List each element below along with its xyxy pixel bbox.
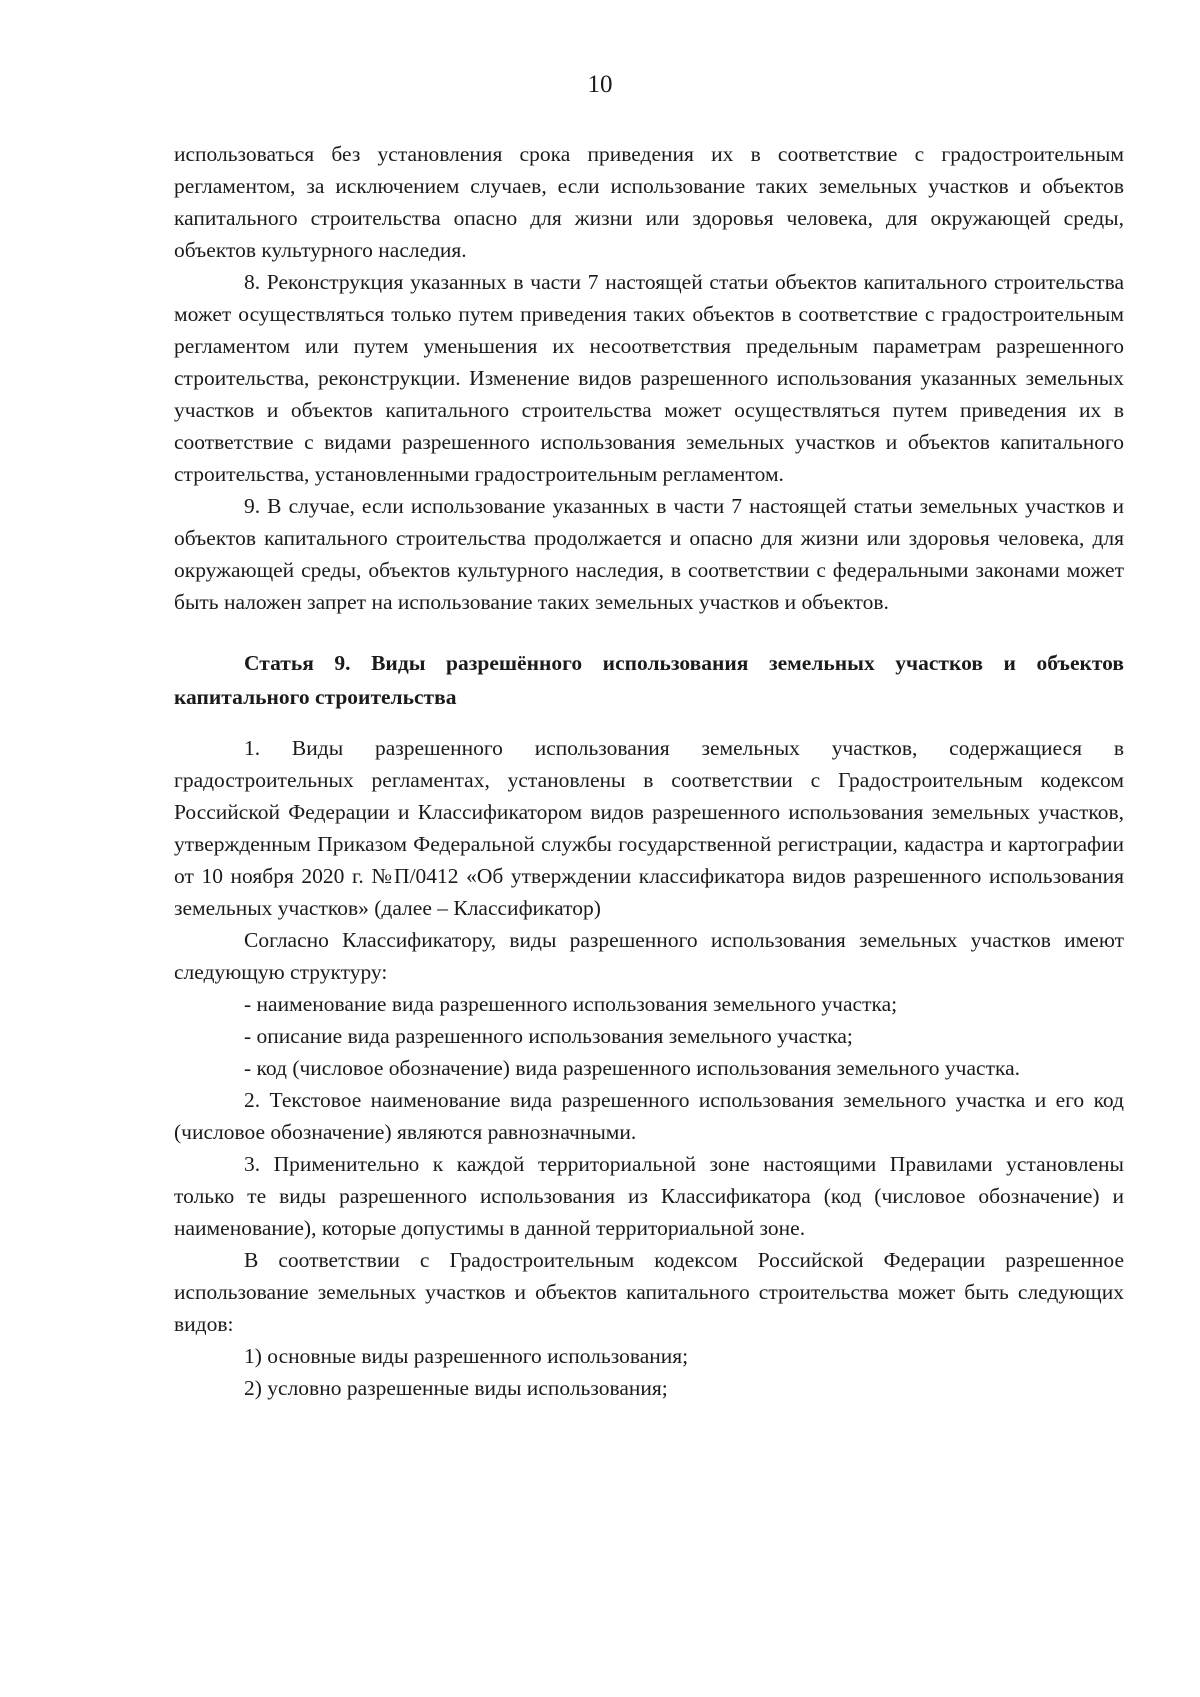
paragraph-item-1: 1. Виды разрешенного использования земельных участков, содержащиеся в градостроительных регламентах, установлены в соответствии с Градостроительным кодексом Российской Федерации и Классификатором видов разрешенного использования земельных участков, утвержденным Приказом Федеральной службы государственной регистрации, кадастра и картографии от 10 ноября 2020 г. №П/0412 «Об утверждении классификатора видов разрешенного использования земельных участков» (далее – Классификатор) [174, 736, 1124, 920]
list-item-main-types: 1) основные виды разрешенного использования; [244, 1344, 689, 1368]
paragraph-continuation: использоваться без установления срока приведения их в соответствие с градостроительным регламентом, за исключением случаев, если использование таких земельных участков и объектов капитального строительства опасно для жизни или здоровья человека, для окружающей среды, объектов культурного наследия. [174, 142, 1124, 262]
paragraph-item-9: 9. В случае, если использование указанных в части 7 настоящей статьи земельных участков и объектов капитального строительства продолжается и опасно для жизни или здоровья человека, для окружающей среды, объектов культурного наследия, в соответствии с федеральными законами может быть наложен запрет на использование таких земельных участков и объектов. [174, 494, 1124, 614]
list-item-conditional-types: 2) условно разрешенные виды использования; [244, 1376, 668, 1400]
paragraph-item-2: 2. Текстовое наименование вида разрешенного использования земельного участка и его код (числовое обозначение) являются равнозначными. [174, 1088, 1124, 1144]
paragraph-item-8: 8. Реконструкция указанных в части 7 настоящей статьи объектов капитального строительства может осуществляться только путем приведения таких объектов в соответствие с градостроительным регламентом или путем уменьшения их несоответствия предельным параметрам разрешенного строительства, реконструкции. Изменение видов разрешенного использования указанных земельных участков и объектов капитального строительства может осуществляться путем приведения их в соответствие с видами разрешенного использования земельных участков и объектов капитального строительства, установленными градостроительным регламентом. [174, 270, 1124, 486]
list-item-description: - описание вида разрешенного использования земельного участка; [244, 1024, 853, 1048]
paragraph-item-3: 3. Применительно к каждой территориальной зоне настоящими Правилами установлены только те виды разрешенного использования из Классификатора (код (числовое обозначение) и наименование), которые допустимы в данной территориальной зоне. [174, 1152, 1124, 1240]
document-body [174, 138, 1124, 1404]
paragraph-structure-intro: Согласно Классификатору, виды разрешенного использования земельных участков имеют следующую структуру: [174, 928, 1124, 984]
page-number: 10 [587, 71, 613, 98]
paragraph-types-intro: В соответствии с Градостроительным кодексом Российской Федерации разрешенное использование земельных участков и объектов капитального строительства может быть следующих видов: [174, 1248, 1124, 1336]
article-heading: Статья 9. Виды разрешённого использования земельных участков и объектов капитального строительства [174, 651, 1124, 709]
list-item-name: - наименование вида разрешенного использования земельного участка; [244, 992, 898, 1016]
list-item-code: - код (числовое обозначение) вида разрешенного использования земельного участка. [244, 1056, 1021, 1080]
